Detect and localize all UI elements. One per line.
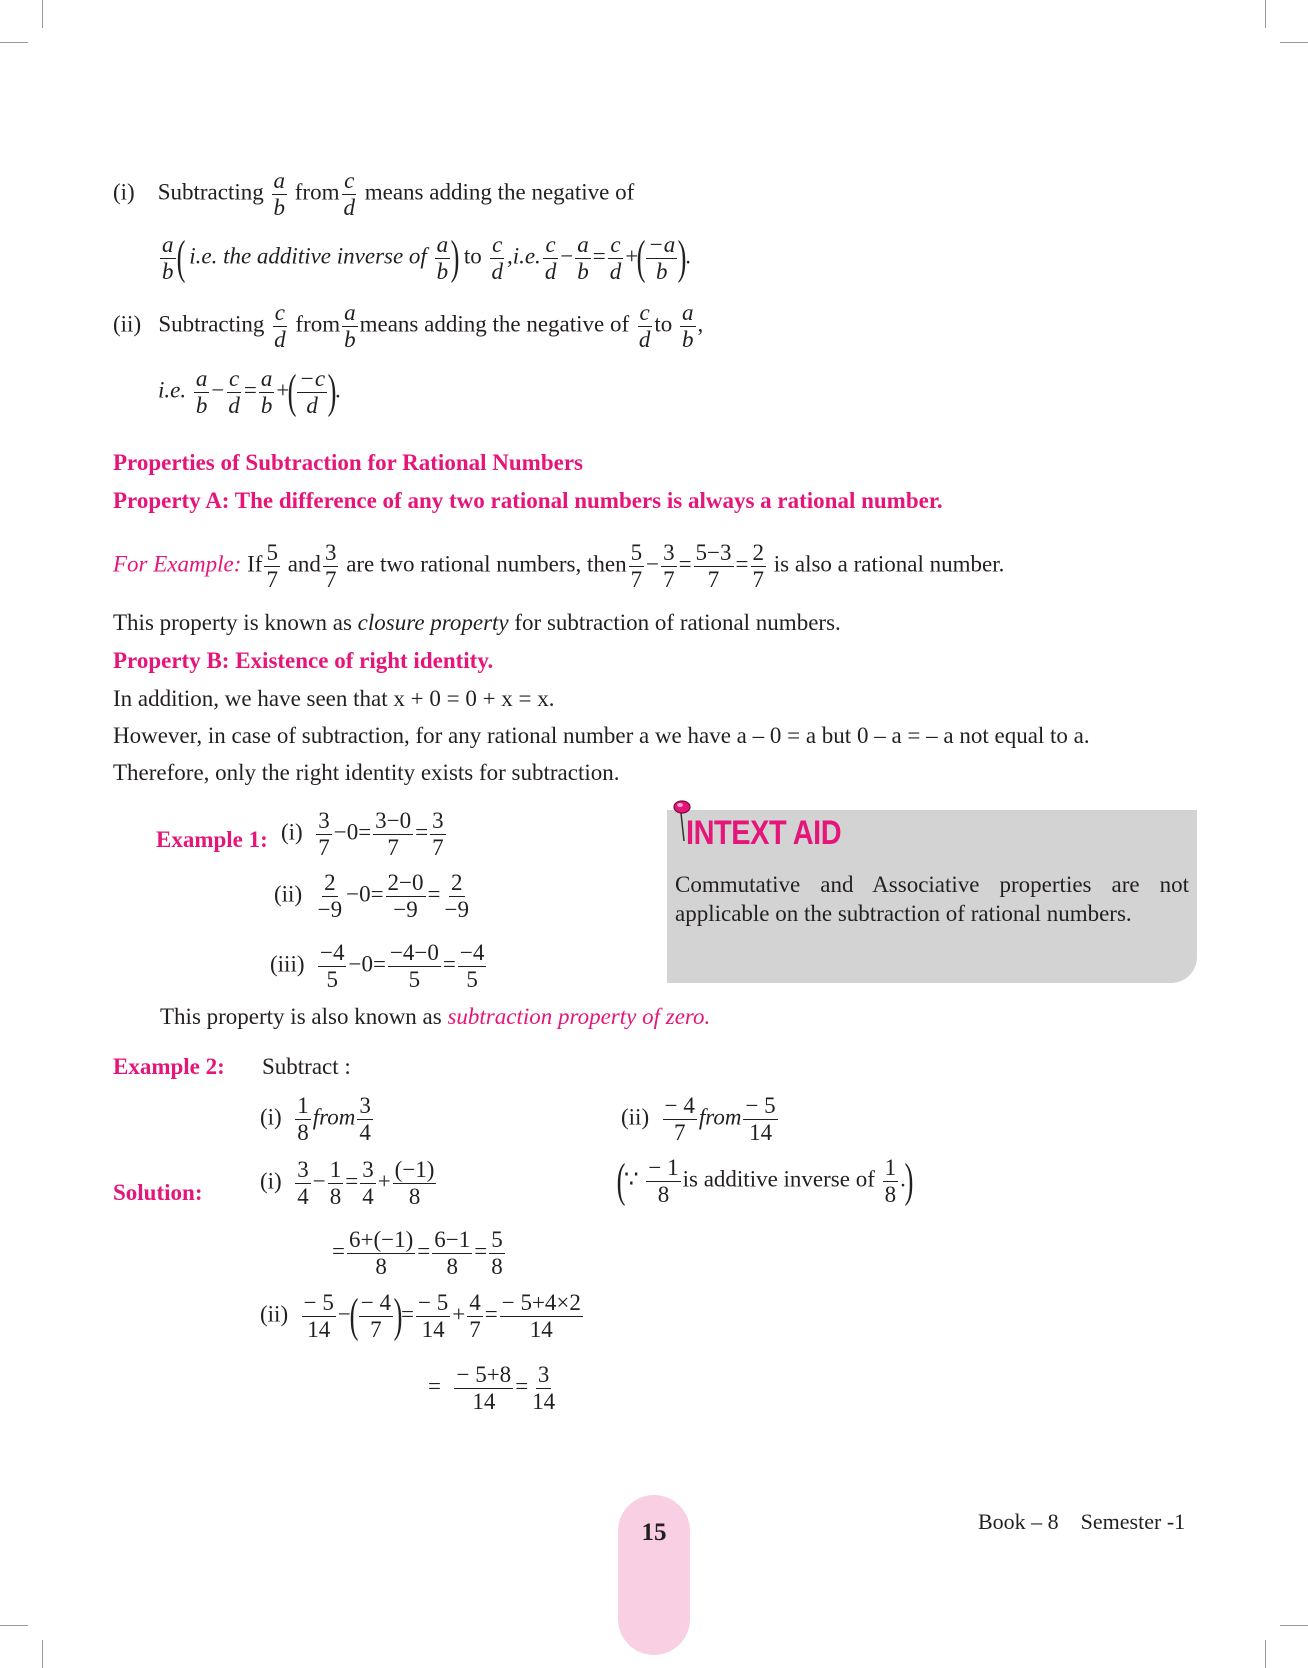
rule-i-line1: (i) Subtracting $\frac{a}{b}$ from $\frac{c}{d}$ means adding the negative of [113,168,635,220]
fraction: $\frac{2-0}{-9}$ [387,870,424,922]
solution-ii-line1: (ii) $\frac{- 5}{14}$ −( $\frac{- 4}{7}$ )= $\frac{- 5}{14}$ + $\frac{4}{7}$ = $\frac{- 5+4\times 2}{14}$ [260,1289,581,1343]
fraction: $\frac{a}{b}$ [344,300,356,352]
fraction: $\frac{4}{7}$ [469,1290,481,1342]
page-number-tab [618,1495,690,1655]
fraction: $\frac{6+(-1)}{8}$ [348,1227,414,1279]
solution-i-line2: = $\frac{6+(-1)}{8}$ = $\frac{6-1}{8}$ = $\frac{5}{8}$ [332,1227,503,1279]
example1-item-i: (i) $\frac{3}{7}$ −0= $\frac{3-0}{7}$ = $\frac{3}{7}$ [281,808,444,860]
rule-i-num: (i) [113,179,135,205]
fraction: $\frac{a}{b}$ [577,232,589,284]
fraction: $\frac{1}{8}$ [884,1155,897,1207]
fraction: $\frac{- 5+4\times 2}{14}$ [501,1290,581,1342]
closure-line: This property is known as closure property for subtraction of rational numbers. [113,610,841,635]
page-number: 15 [641,1519,667,1546]
solution-label: Solution: [113,1180,203,1205]
crop-mark [42,0,43,28]
fraction: $\frac{2}{-9}$ [317,870,343,922]
rule-i-line2: $\frac{a}{b}$ ( i.e. the additive inverse of $\frac{a}{b}$ ) to $\frac{c}{d}$ ,i.e. $\frac{c}{d}$ − $\frac{a}{b}$ = $\frac{c}{d}$ +( $\frac{-a}{b}$ ). [162,231,692,285]
fraction: $\frac{c}{d}$ [343,168,355,220]
fraction: $\frac{-4}{5}$ [459,940,485,992]
crop-mark [1280,42,1308,43]
fraction: $\frac{5}{7}$ [266,540,278,592]
solution-i-line1: (i) $\frac{3}{4}$ − $\frac{1}{8}$ = $\frac{3}{4}$ + $\frac{(-1)}{8}$ [260,1157,435,1209]
fraction: $\frac{3}{7}$ [663,540,675,592]
example1-label: Example 1: [156,827,268,852]
fraction: $\frac{3-0}{7}$ [375,808,412,860]
fraction: $\frac{- 5}{14}$ [418,1290,449,1342]
intext-aid-title: INTEXT AID [686,814,842,852]
fraction: $\frac{a}{b}$ [162,232,174,284]
fraction: $\frac{3}{7}$ [324,540,337,592]
book-semester: Book – 8 Semester -1 [978,1509,1186,1534]
fraction: $\frac{3}{7}$ [318,808,330,860]
fraction: $\frac{- 4}{7}$ [360,1290,392,1342]
rule-ii-line2: i.e. $\frac{a}{b}$ − $\frac{c}{d}$ = $\frac{a}{b}$ +( $\frac{-c}{d}$ ). [158,365,341,419]
identity-line3: Therefore, only the right identity exists for subtraction. [113,760,620,785]
fraction: $\frac{- 5}{14}$ [745,1093,776,1145]
crop-mark [42,1640,43,1668]
fraction: $\frac{-4}{5}$ [320,940,345,992]
example1-item-iii: (iii) $\frac{-4}{5}$ −0= $\frac{-4-0}{5}$ = $\frac{-4}{5}$ [270,940,485,992]
fraction: $\frac{-c}{d}$ [299,366,326,418]
fraction: $\frac{a}{b}$ [195,366,208,418]
heading-property-a: Property A: The difference of any two rational numbers is always a rational number. [113,488,943,513]
fraction: $\frac{c}{d}$ [491,232,503,284]
crop-mark [1280,1625,1308,1626]
fraction: $\frac{3}{4}$ [359,1093,371,1145]
fraction: $\frac{(-1)}{8}$ [394,1157,435,1209]
pushpin-icon [673,799,695,843]
heading-properties: Properties of Subtraction for Rational Numbers [113,450,583,475]
crop-mark [1265,1640,1266,1668]
fraction: $\frac{a}{b}$ [260,366,273,418]
fraction: $\frac{- 5}{14}$ [303,1290,334,1342]
fraction: $\frac{- 5+8}{14}$ [456,1362,512,1414]
fraction: $\frac{-a}{b}$ [648,232,676,284]
fraction: $\frac{c}{d}$ [609,232,622,284]
example2-q2: (ii) $\frac{- 4}{7}$ from $\frac{- 5}{14}$ [621,1093,776,1145]
fraction: $\frac{6-1}{8}$ [434,1227,471,1279]
rule-ii-num: (ii) [113,311,142,337]
fraction: $\frac{c}{d}$ [228,366,240,418]
fraction: $\frac{a}{b}$ [682,300,694,352]
fraction: $\frac{a}{b}$ [273,168,286,220]
fraction: $\frac{3}{4}$ [362,1157,374,1209]
fraction: $\frac{5}{8}$ [491,1227,503,1279]
example2-q1: (i) $\frac{1}{8}$ from $\frac{3}{4}$ [260,1093,371,1145]
fraction: $\frac{2}{7}$ [752,540,765,592]
intext-aid-box [667,810,1197,983]
fraction: $\frac{- 1}{8}$ [648,1155,679,1207]
fraction: $\frac{3}{4}$ [297,1157,309,1209]
closure-example: For Example: If $\frac{5}{7}$ and $\frac{3}{7}$ are two rational numbers, then $\frac{5}{7}$ − $\frac{3}{7}$ = $\frac{5-3}{7}$ = $\frac{2}{7}$ is also a rational number. [113,540,1005,592]
example1-item-ii: (ii) $\frac{2}{-9}$ −0= $\frac{2-0}{-9}$ = $\frac{2}{-9}$ [274,870,469,922]
fraction: $\frac{5-3}{7}$ [695,540,732,592]
fraction: $\frac{a}{b}$ [436,232,449,284]
fraction: $\frac{c}{d}$ [544,232,557,284]
fraction: $\frac{2}{-9}$ [444,870,469,922]
rule-ii-line1: (ii) Subtracting $\frac{c}{d}$ from $\frac{a}{b}$ means adding the negative of $\frac{c}{d}$ to $\frac{a}{b}$ , [113,300,704,352]
fraction: $\frac{1}{8}$ [329,1157,342,1209]
example2-label: Example 2: [113,1054,225,1079]
solution-ii-line2: = $\frac{- 5+8}{14}$ = $\frac{3}{14}$ [428,1362,556,1414]
identity-line1: In addition, we have seen that x + 0 = 0 + x = x. [113,686,555,711]
crop-mark [0,1625,28,1626]
zero-property-note: This property is also known as subtraction property of zero. [160,1004,711,1029]
crop-mark [0,42,28,43]
fraction: $\frac{c}{d}$ [274,300,286,352]
fraction: $\frac{-4-0}{5}$ [389,940,439,992]
intext-aid-text: Commutative and Associative properties are not applicable on the subtraction of rational numbers. [675,872,1189,926]
fraction: $\frac{5}{7}$ [630,540,643,592]
fraction: $\frac{- 4}{7}$ [664,1093,695,1145]
identity-line2: However, in case of subtraction, for any rational number a we have a – 0 = a but 0 – a = – a not equal to a. [113,723,1090,748]
fraction: $\frac{3}{7}$ [432,808,444,860]
fraction: $\frac{3}{14}$ [532,1362,556,1414]
heading-property-b: Property B: Existence of right identity. [113,648,494,673]
crop-mark [1265,0,1266,28]
solution-note: (∵ $\frac{- 1}{8}$ is additive inverse of $\frac{1}{8}$ .) [616,1154,914,1208]
fraction: $\frac{1}{8}$ [297,1093,309,1145]
fraction: $\frac{c}{d}$ [638,300,651,352]
example2-task: Subtract : [262,1054,351,1079]
